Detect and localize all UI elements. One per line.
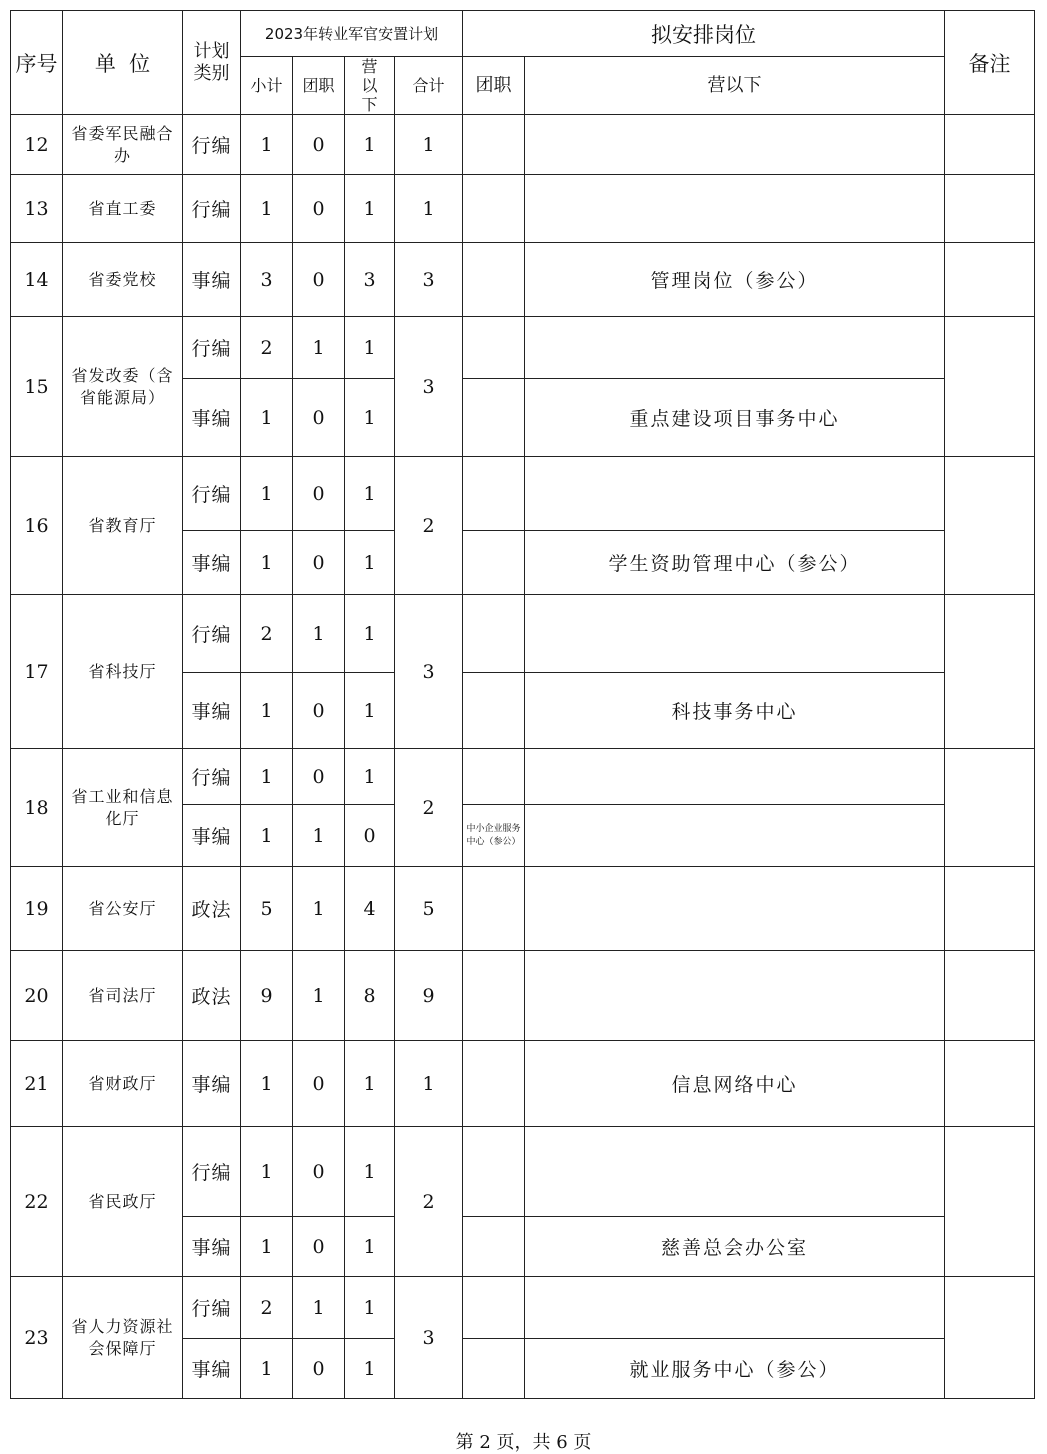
- cell-unit: 省科技厅: [63, 595, 183, 749]
- header-plan-group: 2023年转业军官安置计划: [241, 11, 463, 57]
- cell-pos-below: [525, 115, 945, 175]
- cell-category: 行编: [183, 175, 241, 243]
- cell-category: 事编: [183, 1041, 241, 1127]
- cell-pos-below: 重点建设项目事务中心: [525, 379, 945, 457]
- cell-unit: 省工业和信息化厅: [63, 749, 183, 867]
- cell-total: 9: [395, 951, 463, 1041]
- cell-total: 3: [395, 1277, 463, 1399]
- cell-unit: 省人力资源社会保障厅: [63, 1277, 183, 1399]
- cell-subtotal: 1: [241, 379, 293, 457]
- cell-subtotal: 1: [241, 175, 293, 243]
- cell-pos-below: [525, 457, 945, 531]
- cell-unit: 省公安厅: [63, 867, 183, 951]
- cell-subtotal: 1: [241, 531, 293, 595]
- cell-regiment: 0: [293, 1217, 345, 1277]
- cell-subtotal: 9: [241, 951, 293, 1041]
- table-row: [11, 175, 1035, 243]
- cell-regiment: 0: [293, 1041, 345, 1127]
- cell-pos-below: [525, 951, 945, 1041]
- cell-below-battalion: 1: [345, 1277, 395, 1339]
- table-row: [11, 115, 1035, 175]
- cell-seq: 18: [11, 749, 63, 867]
- cell-seq: 12: [11, 115, 63, 175]
- cell-pos-regiment: [463, 531, 525, 595]
- cell-seq: 23: [11, 1277, 63, 1399]
- table-row: [11, 951, 1035, 1041]
- cell-pos-regiment: [463, 1217, 525, 1277]
- cell-pos-below: 科技事务中心: [525, 673, 945, 749]
- cell-pos-below: [525, 1277, 945, 1339]
- cell-subtotal: 1: [241, 1339, 293, 1399]
- cell-total: 2: [395, 1127, 463, 1277]
- table-row: [11, 1277, 1035, 1339]
- cell-pos-regiment: [463, 1041, 525, 1127]
- cell-regiment: 0: [293, 749, 345, 805]
- cell-pos-regiment: [463, 1277, 525, 1339]
- cell-pos-regiment: [463, 595, 525, 673]
- table-row: [11, 1127, 1035, 1217]
- cell-below-battalion: 1: [345, 1339, 395, 1399]
- cell-below-battalion: 1: [345, 1041, 395, 1127]
- cell-below-battalion: 1: [345, 1217, 395, 1277]
- cell-pos-below: [525, 175, 945, 243]
- cell-unit: 省民政厅: [63, 1127, 183, 1277]
- header-regiment: 团职: [293, 57, 345, 115]
- placement-plan-table: [10, 10, 1035, 1399]
- cell-remarks: [945, 1127, 1035, 1277]
- cell-regiment: 0: [293, 1339, 345, 1399]
- cell-pos-regiment: [463, 1127, 525, 1217]
- header-remarks: 备注: [945, 11, 1035, 115]
- table-row: [11, 243, 1035, 317]
- cell-remarks: [945, 115, 1035, 175]
- cell-pos-below: [525, 867, 945, 951]
- cell-unit: 省教育厅: [63, 457, 183, 595]
- table-row: [11, 749, 1035, 805]
- table-row: [11, 595, 1035, 673]
- cell-regiment: 1: [293, 317, 345, 379]
- cell-below-battalion: 1: [345, 379, 395, 457]
- cell-unit: 省司法厅: [63, 951, 183, 1041]
- cell-pos-regiment: [463, 243, 525, 317]
- cell-seq: 19: [11, 867, 63, 951]
- cell-regiment: 1: [293, 1277, 345, 1339]
- cell-category: 事编: [183, 243, 241, 317]
- cell-regiment: 0: [293, 175, 345, 243]
- cell-regiment: 1: [293, 805, 345, 867]
- cell-pos-regiment: [463, 673, 525, 749]
- cell-below-battalion: 3: [345, 243, 395, 317]
- cell-below-battalion: 1: [345, 531, 395, 595]
- cell-category: 政法: [183, 867, 241, 951]
- header-positions: 拟安排岗位: [463, 11, 945, 57]
- cell-below-battalion: 0: [345, 805, 395, 867]
- cell-pos-below: 信息网络中心: [525, 1041, 945, 1127]
- cell-regiment: 0: [293, 1127, 345, 1217]
- cell-total: 1: [395, 1041, 463, 1127]
- cell-seq: 21: [11, 1041, 63, 1127]
- cell-seq: 17: [11, 595, 63, 749]
- cell-below-battalion: 1: [345, 175, 395, 243]
- cell-regiment: 0: [293, 243, 345, 317]
- cell-total: 3: [395, 595, 463, 749]
- cell-seq: 13: [11, 175, 63, 243]
- cell-remarks: [945, 1277, 1035, 1399]
- header-subtotal: 小计: [241, 57, 293, 115]
- cell-category: 行编: [183, 1127, 241, 1217]
- cell-below-battalion: 1: [345, 457, 395, 531]
- cell-below-battalion: 8: [345, 951, 395, 1041]
- cell-unit: 省委军民融合办: [63, 115, 183, 175]
- cell-category: 行编: [183, 317, 241, 379]
- cell-category: 行编: [183, 1277, 241, 1339]
- cell-pos-below: [525, 317, 945, 379]
- header-pos-regiment: 团职: [463, 57, 525, 115]
- cell-pos-regiment: [463, 115, 525, 175]
- cell-category: 行编: [183, 595, 241, 673]
- cell-subtotal: 1: [241, 1217, 293, 1277]
- cell-pos-below: [525, 749, 945, 805]
- cell-category: 行编: [183, 115, 241, 175]
- cell-below-battalion: 1: [345, 749, 395, 805]
- cell-subtotal: 2: [241, 317, 293, 379]
- cell-subtotal: 1: [241, 1041, 293, 1127]
- cell-total: 2: [395, 749, 463, 867]
- cell-pos-regiment: [463, 951, 525, 1041]
- header-total: 合计: [395, 57, 463, 115]
- cell-remarks: [945, 1041, 1035, 1127]
- header-category: 计划类别: [183, 11, 241, 115]
- cell-subtotal: 1: [241, 805, 293, 867]
- cell-pos-below: 学生资助管理中心（参公）: [525, 531, 945, 595]
- cell-seq: 15: [11, 317, 63, 457]
- cell-regiment: 1: [293, 951, 345, 1041]
- cell-seq: 20: [11, 951, 63, 1041]
- cell-remarks: [945, 749, 1035, 867]
- header-pos-below: 营以下: [525, 57, 945, 115]
- cell-seq: 16: [11, 457, 63, 595]
- cell-total: 2: [395, 457, 463, 595]
- cell-pos-below: [525, 595, 945, 673]
- cell-below-battalion: 1: [345, 673, 395, 749]
- table-row: [11, 867, 1035, 951]
- cell-category: 事编: [183, 805, 241, 867]
- cell-pos-regiment: [463, 749, 525, 805]
- cell-below-battalion: 4: [345, 867, 395, 951]
- cell-category: 事编: [183, 1339, 241, 1399]
- cell-total: 1: [395, 175, 463, 243]
- cell-pos-regiment: [463, 317, 525, 379]
- cell-remarks: [945, 595, 1035, 749]
- page-footer: 第 2 页，共 6 页: [455, 1432, 592, 1453]
- cell-below-battalion: 1: [345, 115, 395, 175]
- cell-subtotal: 1: [241, 1127, 293, 1217]
- cell-pos-regiment: [463, 379, 525, 457]
- cell-total: 3: [395, 317, 463, 457]
- cell-regiment: 0: [293, 531, 345, 595]
- cell-remarks: [945, 867, 1035, 951]
- cell-pos-below: 就业服务中心（参公）: [525, 1339, 945, 1399]
- cell-category: 行编: [183, 749, 241, 805]
- table-row: [11, 457, 1035, 531]
- cell-regiment: 1: [293, 595, 345, 673]
- cell-below-battalion: 1: [345, 1127, 395, 1217]
- cell-remarks: [945, 175, 1035, 243]
- cell-subtotal: 2: [241, 1277, 293, 1339]
- cell-regiment: 0: [293, 379, 345, 457]
- cell-seq: 14: [11, 243, 63, 317]
- cell-unit: 省发改委（含省能源局）: [63, 317, 183, 457]
- cell-pos-below: [525, 805, 945, 867]
- cell-unit: 省直工委: [63, 175, 183, 243]
- cell-pos-below: [525, 1127, 945, 1217]
- cell-pos-regiment: [463, 457, 525, 531]
- cell-unit: 省委党校: [63, 243, 183, 317]
- cell-below-battalion: 1: [345, 595, 395, 673]
- cell-remarks: [945, 951, 1035, 1041]
- cell-category: 事编: [183, 673, 241, 749]
- table-row: [11, 1041, 1035, 1127]
- cell-pos-regiment: [463, 175, 525, 243]
- cell-below-battalion: 1: [345, 317, 395, 379]
- cell-category: 事编: [183, 379, 241, 457]
- cell-pos-below: 慈善总会办公室: [525, 1217, 945, 1277]
- table-row: [11, 317, 1035, 379]
- cell-pos-regiment: 中小企业服务中心（参公）: [463, 805, 525, 867]
- header-seq: 序号: [11, 11, 63, 115]
- cell-pos-regiment: [463, 1339, 525, 1399]
- cell-regiment: 0: [293, 673, 345, 749]
- cell-subtotal: 1: [241, 749, 293, 805]
- cell-seq: 22: [11, 1127, 63, 1277]
- header-unit: 单 位: [63, 11, 183, 115]
- cell-category: 政法: [183, 951, 241, 1041]
- cell-remarks: [945, 317, 1035, 457]
- cell-subtotal: 1: [241, 673, 293, 749]
- cell-category: 事编: [183, 531, 241, 595]
- header-below-battalion: 营以下: [345, 57, 395, 115]
- cell-remarks: [945, 243, 1035, 317]
- cell-pos-regiment: [463, 867, 525, 951]
- cell-subtotal: 5: [241, 867, 293, 951]
- cell-total: 5: [395, 867, 463, 951]
- cell-category: 事编: [183, 1217, 241, 1277]
- cell-regiment: 0: [293, 115, 345, 175]
- cell-subtotal: 1: [241, 115, 293, 175]
- cell-category: 行编: [183, 457, 241, 531]
- cell-subtotal: 1: [241, 457, 293, 531]
- cell-regiment: 0: [293, 457, 345, 531]
- cell-pos-below: 管理岗位（参公）: [525, 243, 945, 317]
- cell-unit: 省财政厅: [63, 1041, 183, 1127]
- cell-total: 3: [395, 243, 463, 317]
- cell-regiment: 1: [293, 867, 345, 951]
- cell-remarks: [945, 457, 1035, 595]
- cell-subtotal: 3: [241, 243, 293, 317]
- cell-total: 1: [395, 115, 463, 175]
- cell-subtotal: 2: [241, 595, 293, 673]
